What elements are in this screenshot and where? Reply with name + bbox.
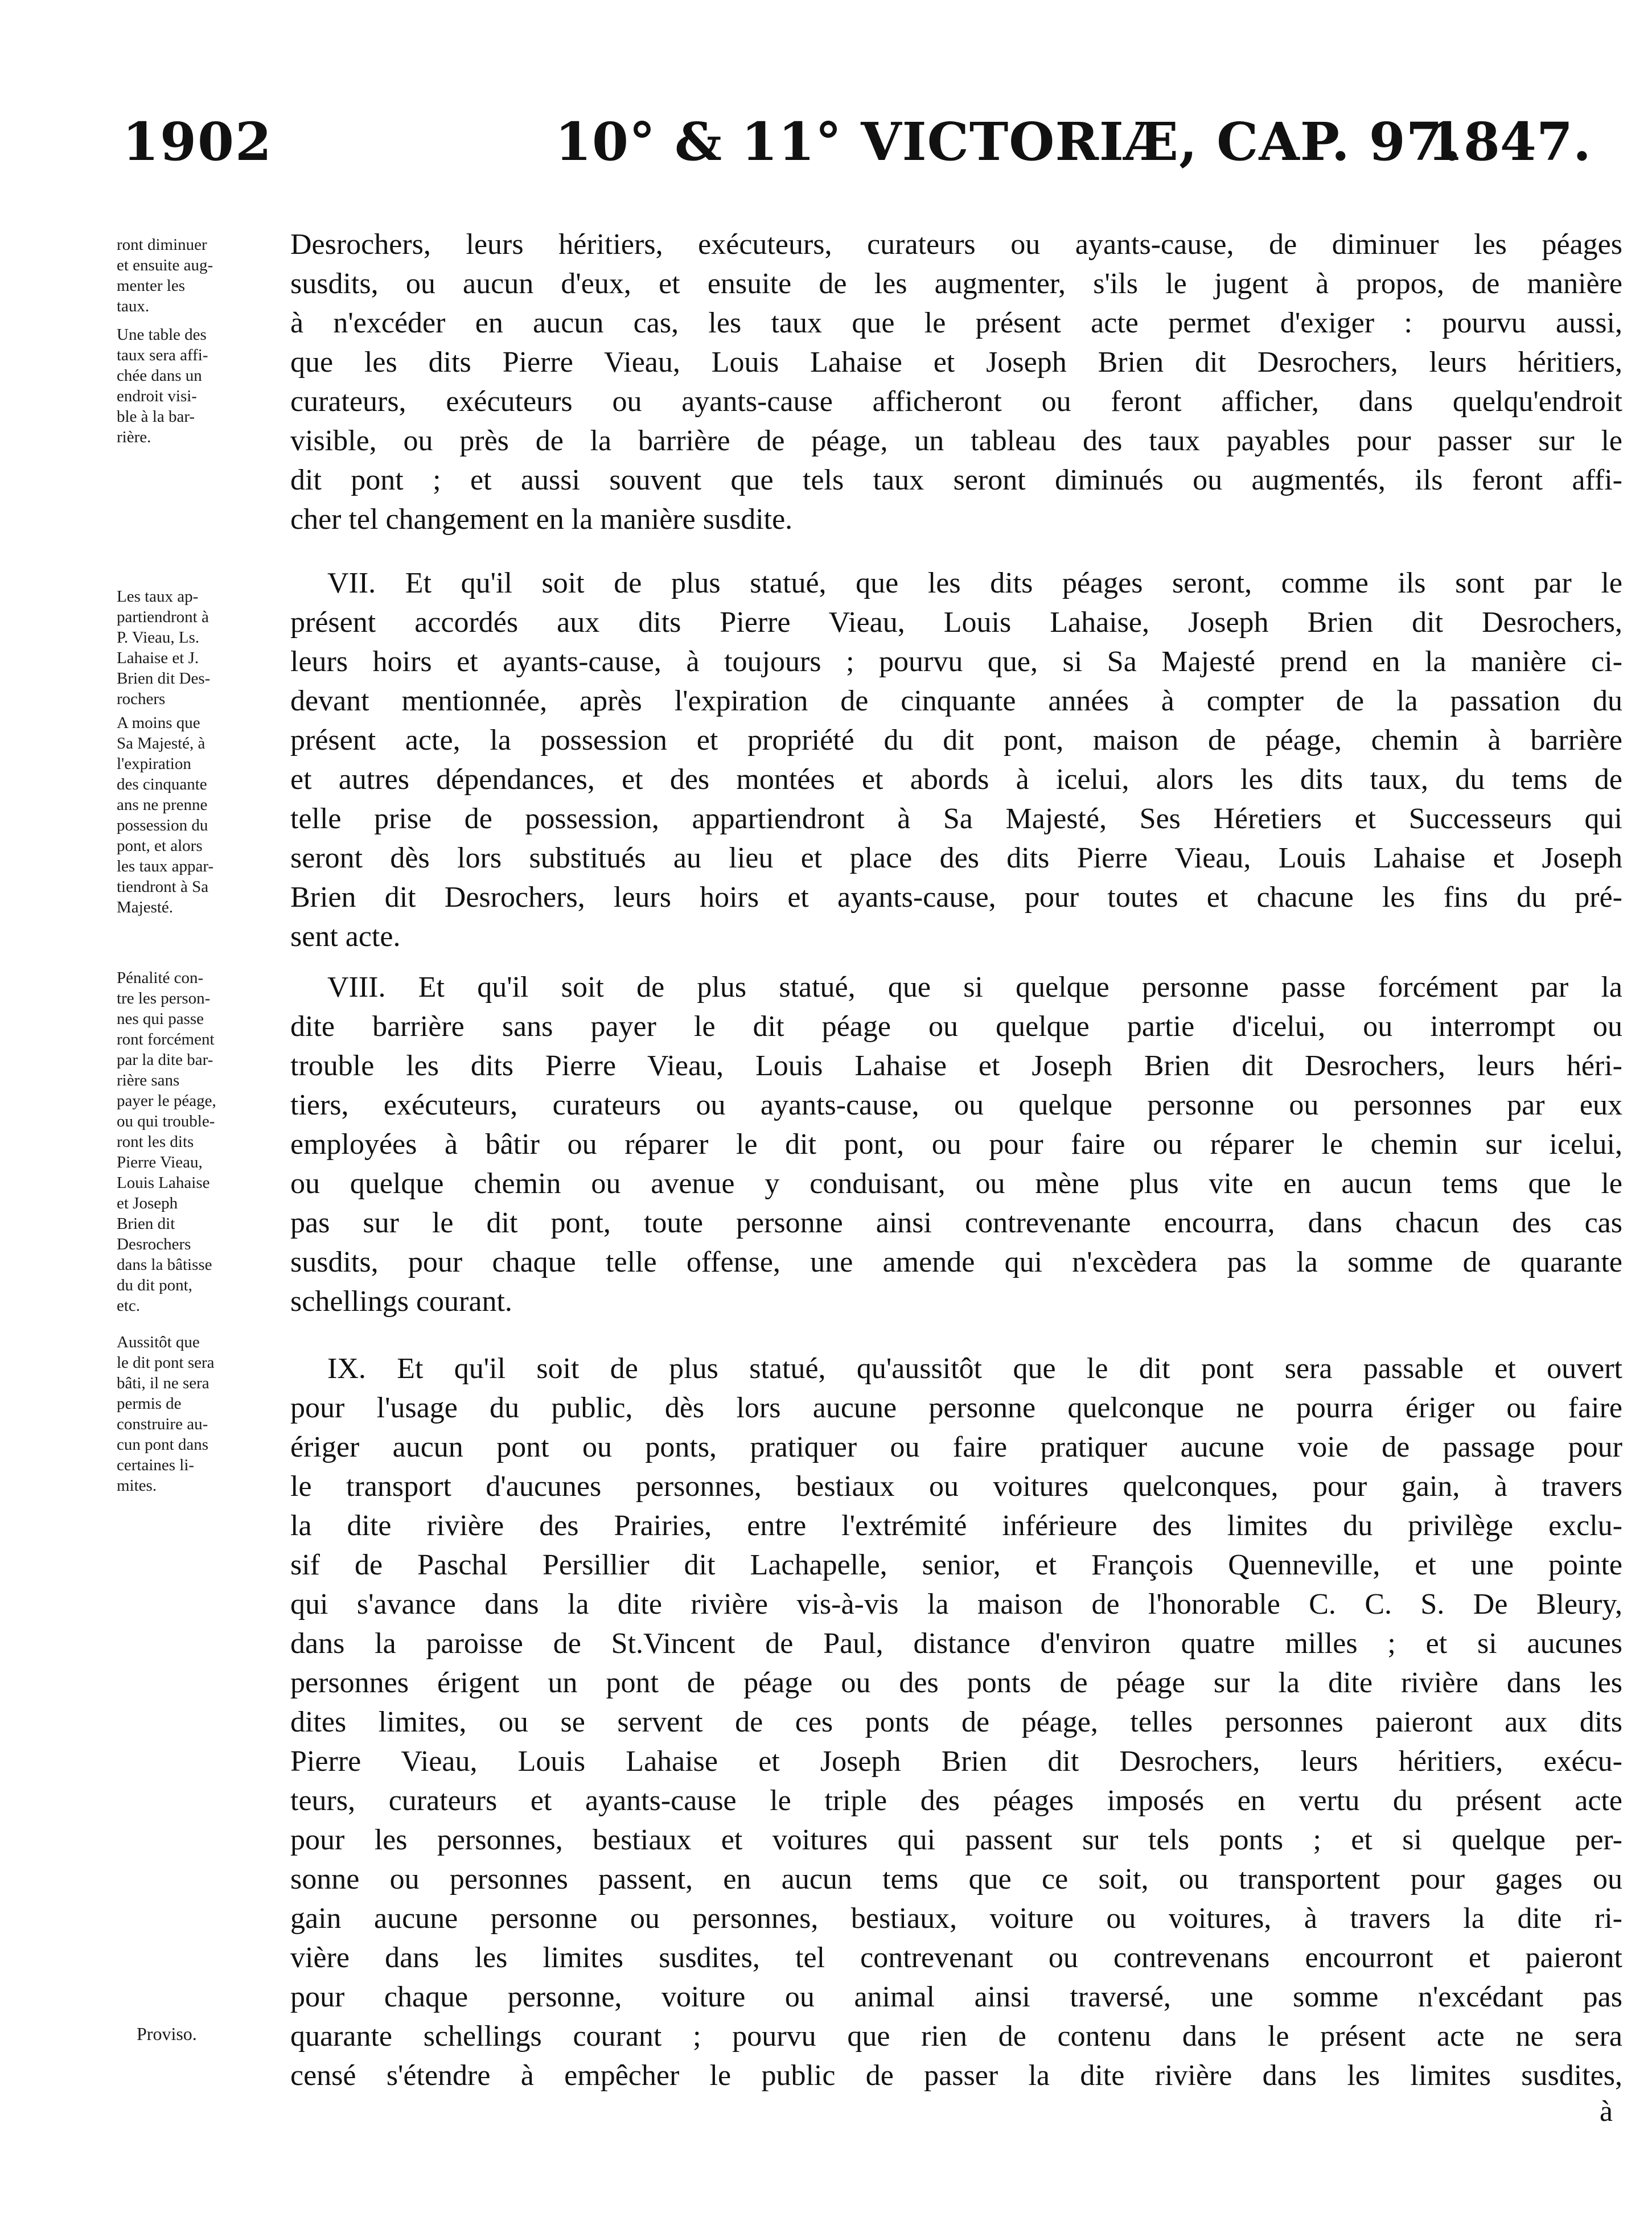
text-line: présent acte, la possession et propriété du dit pont, maison de péage, chemin à barrière [290, 724, 1622, 756]
margin-note-line: A moins que [117, 714, 200, 732]
margin-note-line: rière sans [117, 1071, 180, 1089]
margin-note-penalty [117, 968, 287, 1316]
margin-note-line: tiendront à Sa [117, 878, 209, 896]
margin-note-line: etc. [117, 1297, 141, 1315]
margin-note-line: Brien dit [117, 1215, 175, 1233]
margin-note-line: ble à la bar- [117, 408, 195, 426]
body-paragraph [290, 968, 1622, 1321]
margin-note-line: taux sera affi- [117, 346, 208, 364]
text-line: VII. Et qu'il soit de plus statué, que les dits péages seront, comme ils sont par le [327, 567, 1622, 599]
page-number: 1902 [122, 111, 273, 172]
text-line: à n'excéder en aucun cas, les taux que le présent acte permet d'exiger : pourvu aussi, [290, 307, 1622, 339]
margin-note-line: Proviso. [137, 2024, 197, 2044]
text-line: censé s'étendre à empêcher le public de passer la dite rivière dans les limites susdites, [290, 2059, 1622, 2092]
margin-note-line: cun pont dans [117, 1436, 209, 1454]
margin-note-line: et Joseph [117, 1194, 178, 1212]
text-line: telle prise de possession, appartiendront à Sa Majesté, Ses Héretiers et Successeurs qui [290, 803, 1622, 835]
text-line: susdits, ou aucun d'eux, et ensuite de les augmenter, s'ils le jugent à propos, de manière [290, 268, 1622, 300]
body-paragraph [290, 1349, 1622, 2095]
text-line: Desrochers, leurs héritiers, exécuteurs, curateurs ou ayants-cause, de diminuer les péages [290, 228, 1622, 261]
body-paragraph [290, 564, 1622, 956]
text-line: visible, ou près de la barrière de péage, un tableau des taux payables pour passer sur le [290, 425, 1622, 457]
text-line: qui s'avance dans la dite rivière vis-à-vis la maison de l'honorable C. C. S. De Bleury, [290, 1588, 1622, 1621]
text-line: IX. Et qu'il soit de plus statué, qu'aussitôt que le dit pont sera passable et ouvert [327, 1352, 1622, 1385]
text-line: ou quelque chemin ou avenue y conduisant, ou mène plus vite en aucun tems que le [290, 1167, 1622, 1200]
margin-note-line: payer le péage, [117, 1092, 216, 1110]
text-line: devant mentionnée, après l'expiration de cinquante années à compter de la passation du [290, 685, 1622, 717]
text-line: que les dits Pierre Vieau, Louis Lahaise et Joseph Brien dit Desrochers, leurs héritiers, [290, 346, 1622, 379]
margin-note-unless-majesty [117, 713, 287, 918]
margin-note-no-other-bridge [117, 1332, 287, 1496]
margin-note-line: bâti, il ne sera [117, 1374, 209, 1392]
margin-note-line: Desrochers [117, 1235, 191, 1253]
act-title: 10° & 11° VICTORIÆ, CAP. 97. [555, 111, 1462, 172]
margin-note-line: chée dans un [117, 367, 202, 385]
margin-note-line: Pénalité con- [117, 969, 204, 987]
text-line: pour les personnes, bestiaux et voitures qui passent sur tels ponts ; et si quelque per- [290, 1824, 1622, 1856]
margin-note-line: ront forcément [117, 1030, 215, 1048]
margin-note-proviso [137, 2024, 307, 2044]
text-line: quarante schellings courant ; pourvu que rien de contenu dans le présent acte ne sera [290, 2020, 1622, 2053]
text-line: personnes érigent un pont de péage ou des ponts de péage sur la dite rivière dans les [290, 1667, 1622, 1699]
margin-note-line: des cinquante [117, 775, 207, 793]
margin-note-line: Majesté. [117, 898, 174, 916]
margin-note-line: Pierre Vieau, [117, 1153, 203, 1171]
text-line: teurs, curateurs et ayants-cause le triple des péages imposés en vertu du présent acte [290, 1784, 1622, 1817]
catchword: à [1600, 2095, 1613, 2128]
margin-note-line: du dit pont, [117, 1276, 192, 1294]
text-line: leurs hoirs et ayants-cause, à toujours ; pourvu que, si Sa Majesté prend en la manière ci- [290, 645, 1622, 678]
margin-note-line: rière. [117, 428, 151, 446]
margin-note-line: endroit visi- [117, 387, 197, 405]
margin-note-line: Une table des [117, 326, 207, 344]
text-line: VIII. Et qu'il soit de plus statué, que si quelque personne passe forcément par la [327, 971, 1622, 1003]
margin-note-line: rochers [117, 690, 166, 708]
text-line: et autres dépendances, et des montées et abords à icelui, alors les dits taux, du tems de [290, 763, 1622, 796]
body-paragraph [290, 225, 1622, 539]
margin-note-line: Sa Majesté, à [117, 734, 206, 752]
margin-note-line: tre les person- [117, 989, 211, 1007]
text-line: pour l'usage du public, dès lors aucune personne quelconque ne pourra ériger ou faire [290, 1392, 1622, 1424]
margin-note-line: dans la bâtisse [117, 1256, 212, 1274]
text-line: cher tel changement en la manière susdite. [290, 503, 793, 536]
running-header [122, 111, 1602, 174]
text-line: le transport d'aucunes personnes, bestiaux ou voitures quelconques, pour gain, à travers [290, 1470, 1622, 1503]
margin-note-line: par la dite bar- [117, 1051, 213, 1069]
margin-note-line: Lahaise et J. [117, 649, 199, 667]
text-line: dit pont ; et aussi souvent que tels taux seront diminués ou augmentés, ils feront affi- [290, 464, 1622, 496]
act-year: 1847. [1427, 111, 1591, 172]
section-vii [290, 564, 1622, 956]
text-line: présent accordés aux dits Pierre Vieau, Louis Lahaise, Joseph Brien dit Desrochers, [290, 606, 1622, 639]
margin-note-line: partiendront à [117, 608, 209, 626]
text-line: dans la paroisse de St.Vincent de Paul, distance d'environ quatre milles ; et si aucunes [290, 1627, 1622, 1660]
margin-note-line: Aussitôt que [117, 1333, 200, 1351]
margin-note-line: et ensuite aug- [117, 256, 213, 274]
text-line: pas sur le dit pont, toute personne ainsi contrevenante encourra, dans chacun des cas [290, 1207, 1622, 1239]
margin-note-line: pont, et alors [117, 837, 203, 855]
margin-note-line: ront diminuer [117, 236, 207, 254]
text-line: vière dans les limites susdites, tel contrevenant ou contrevenans encourront et paieront [290, 1942, 1622, 1974]
margin-note-line: le dit pont sera [117, 1354, 215, 1372]
text-line: sent acte. [290, 920, 401, 953]
text-line: pour chaque personne, voiture ou animal ainsi traversé, une somme n'excédant pas [290, 1981, 1622, 2013]
margin-note-line: les taux appar- [117, 857, 214, 875]
margin-note-line: Louis Lahaise [117, 1174, 210, 1192]
text-line: ériger aucun pont ou ponts, pratiquer ou faire pratiquer aucune voie de passage pour [290, 1431, 1622, 1463]
text-line: sonne ou personnes passent, en aucun tems que ce soit, ou transportent pour gages ou [290, 1863, 1622, 1895]
margin-note-line: menter les [117, 277, 185, 295]
margin-note-line: possession du [117, 816, 208, 834]
text-line: dite barrière sans payer le dit péage ou quelque partie d'icelui, ou interrompt ou [290, 1010, 1622, 1043]
margin-note-line: taux. [117, 297, 150, 315]
paragraph-continuation [290, 225, 1622, 539]
text-line: tiers, exécuteurs, curateurs ou ayants-cause, ou quelque personne ou personnes par eux [290, 1089, 1622, 1121]
margin-note-line: l'expiration [117, 755, 191, 773]
text-line: Brien dit Desrochers, leurs hoirs et ayants-cause, pour toutes et chacune les fins du pré- [290, 881, 1622, 914]
text-line: schellings courant. [290, 1285, 512, 1318]
text-line: susdits, pour chaque telle offense, une amende qui n'excèdera pas la somme de quarante [290, 1246, 1622, 1278]
text-line: gain aucune personne ou personnes, bestiaux, voiture ou voitures, à travers la dite ri- [290, 1902, 1622, 1935]
margin-note-line: nes qui passe [117, 1010, 204, 1028]
text-line: trouble les dits Pierre Vieau, Louis Lahaise et Joseph Brien dit Desrochers, leurs héri- [290, 1050, 1622, 1082]
section-ix [290, 1349, 1622, 2095]
margin-note-line: mites. [117, 1477, 157, 1495]
text-line: dites limites, ou se servent de ces ponts de péage, telles personnes paieront aux dits [290, 1706, 1622, 1738]
margin-note-line: P. Vieau, Ls. [117, 628, 200, 647]
text-line: Pierre Vieau, Louis Lahaise et Joseph Brien dit Desrochers, leurs héritiers, exécu- [290, 1745, 1622, 1778]
margin-note-diminish [117, 235, 287, 316]
text-line: sif de Paschal Persillier dit Lachapelle, senior, et François Quenneville, et une pointe [290, 1549, 1622, 1581]
margin-note-line: construire au- [117, 1415, 208, 1433]
margin-note-line: ront les dits [117, 1133, 194, 1151]
margin-note-line: ans ne prenne [117, 796, 208, 814]
margin-note-line: ou qui trouble- [117, 1112, 215, 1130]
text-line: la dite rivière des Prairies, entre l'extrémité inférieure des limites du privilège exclu- [290, 1510, 1622, 1542]
margin-note-line: permis de [117, 1395, 182, 1413]
section-viii [290, 968, 1622, 1321]
text-line: curateurs, exécuteurs ou ayants-cause afficheront ou feront afficher, dans quelqu'endroit [290, 385, 1622, 418]
margin-note-rates-belong [117, 586, 287, 709]
text-line: seront dès lors substitués au lieu et place des dits Pierre Vieau, Louis Lahaise et Joseph [290, 842, 1622, 874]
margin-note-line: Brien dit Des- [117, 669, 211, 688]
margin-note-line: Les taux ap- [117, 587, 199, 606]
text-line: employées à bâtir ou réparer le dit pont, ou pour faire ou réparer le chemin sur icelui, [290, 1128, 1622, 1161]
margin-note-rate-table [117, 324, 287, 447]
margin-note-line: certaines li- [117, 1456, 195, 1474]
